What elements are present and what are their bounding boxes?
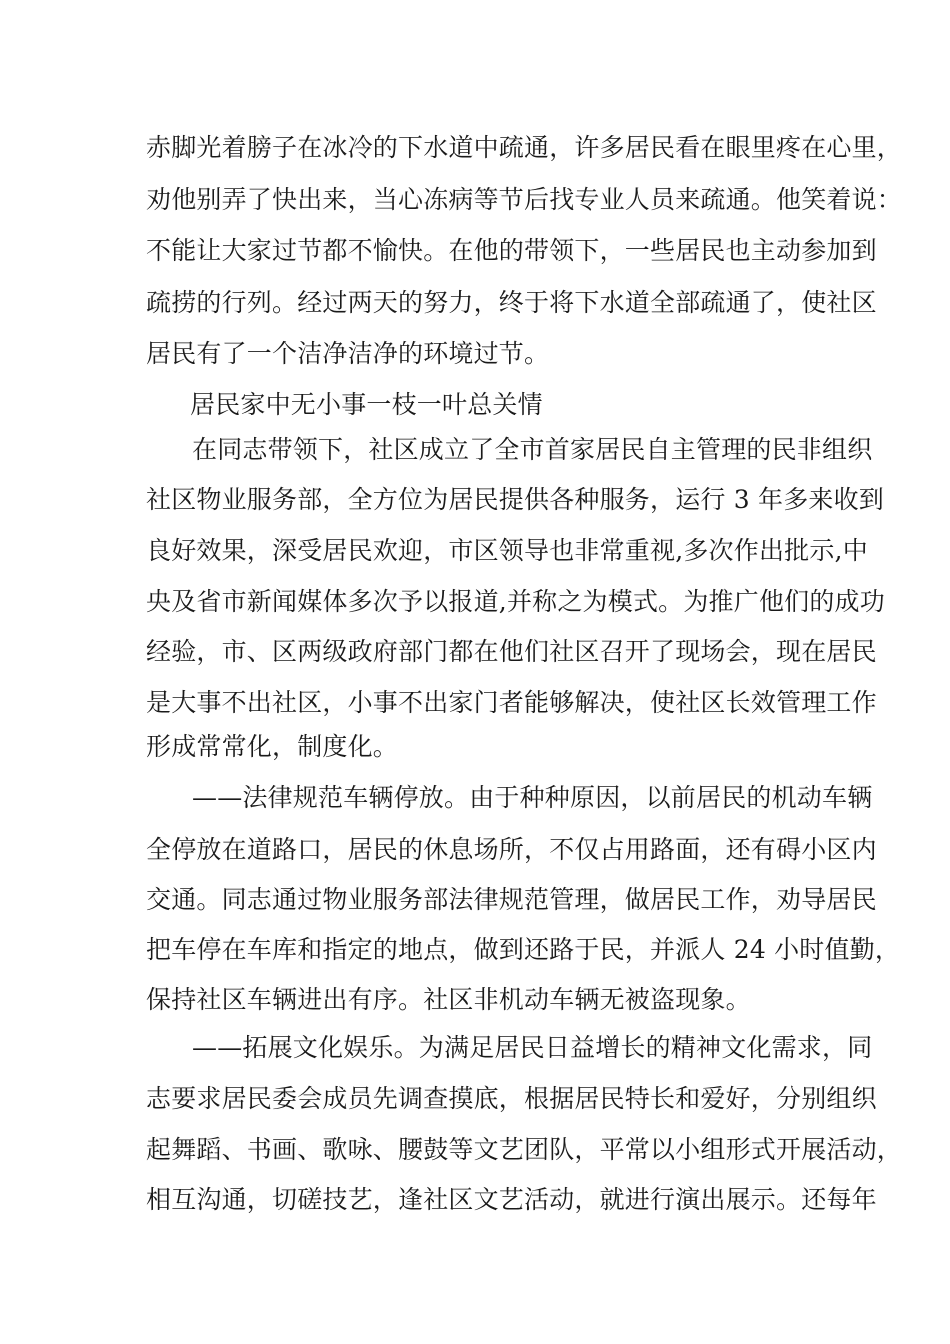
text-line: 在同志带领下，社区成立了全市首家居民自主管理的民非组织 [192, 435, 873, 464]
text-line: 劝他别弄了快出来，当心冻病等节后找专业人员来疏通。他笑着说： [146, 185, 903, 214]
text-line: 形成常常化，制度化。 [146, 732, 399, 761]
text-line: 经验，市、区两级政府部门都在他们社区召开了现场会，现在居民 [146, 637, 877, 666]
text-line: 全停放在道路口，居民的休息场所，不仅占用路面，还有碍小区内 [146, 835, 877, 864]
text-line: 居民有了一个洁净洁净的环境过节。 [146, 339, 550, 368]
text-line: 良好效果，深受居民欢迎，市区领导也非常重视,多次作出批示,中 [146, 536, 868, 565]
text-line: 保持社区车辆进出有序。社区非机动车辆无被盗现象。 [146, 985, 751, 1014]
text-line: 赤脚光着膀子在冰冷的下水道中疏通，许多居民看在眼里疼在心里， [146, 133, 903, 162]
text-line: ——拓展文化娱乐。为满足居民日益增长的精神文化需求，同 [192, 1033, 873, 1062]
text-line: 把车停在车库和指定的地点，做到还路于民，并派人 24 小时值勤， [146, 935, 901, 964]
text-line: 央及省市新闻媒体多次予以报道,并称之为模式。为推广他们的成功 [146, 587, 885, 616]
text-line: 相互沟通，切磋技艺，逢社区文艺活动，就进行演出展示。还每年 [146, 1185, 877, 1214]
section-heading: 居民家中无小事一枝一叶总关情 [190, 390, 543, 419]
text-line: ——法律规范车辆停放。由于种种原因，以前居民的机动车辆 [192, 783, 873, 812]
text-line: 社区物业服务部，全方位为居民提供各种服务，运行 3 年多来收到 [146, 485, 885, 514]
text-line: 起舞蹈、书画、歌咏、腰鼓等文艺团队，平常以小组形式开展活动， [146, 1135, 903, 1164]
text-line: 不能让大家过节都不愉快。在他的带领下，一些居民也主动参加到 [146, 236, 877, 265]
text-line: 是大事不出社区，小事不出家门者能够解决，使社区长效管理工作 [146, 688, 877, 717]
text-line: 志要求居民委会成员先调查摸底，根据居民特长和爱好，分别组织 [146, 1084, 877, 1113]
text-line: 疏捞的行列。经过两天的努力，终于将下水道全部疏通了，使社区 [146, 288, 877, 317]
text-line: 交通。同志通过物业服务部法律规范管理，做居民工作，劝导居民 [146, 885, 877, 914]
